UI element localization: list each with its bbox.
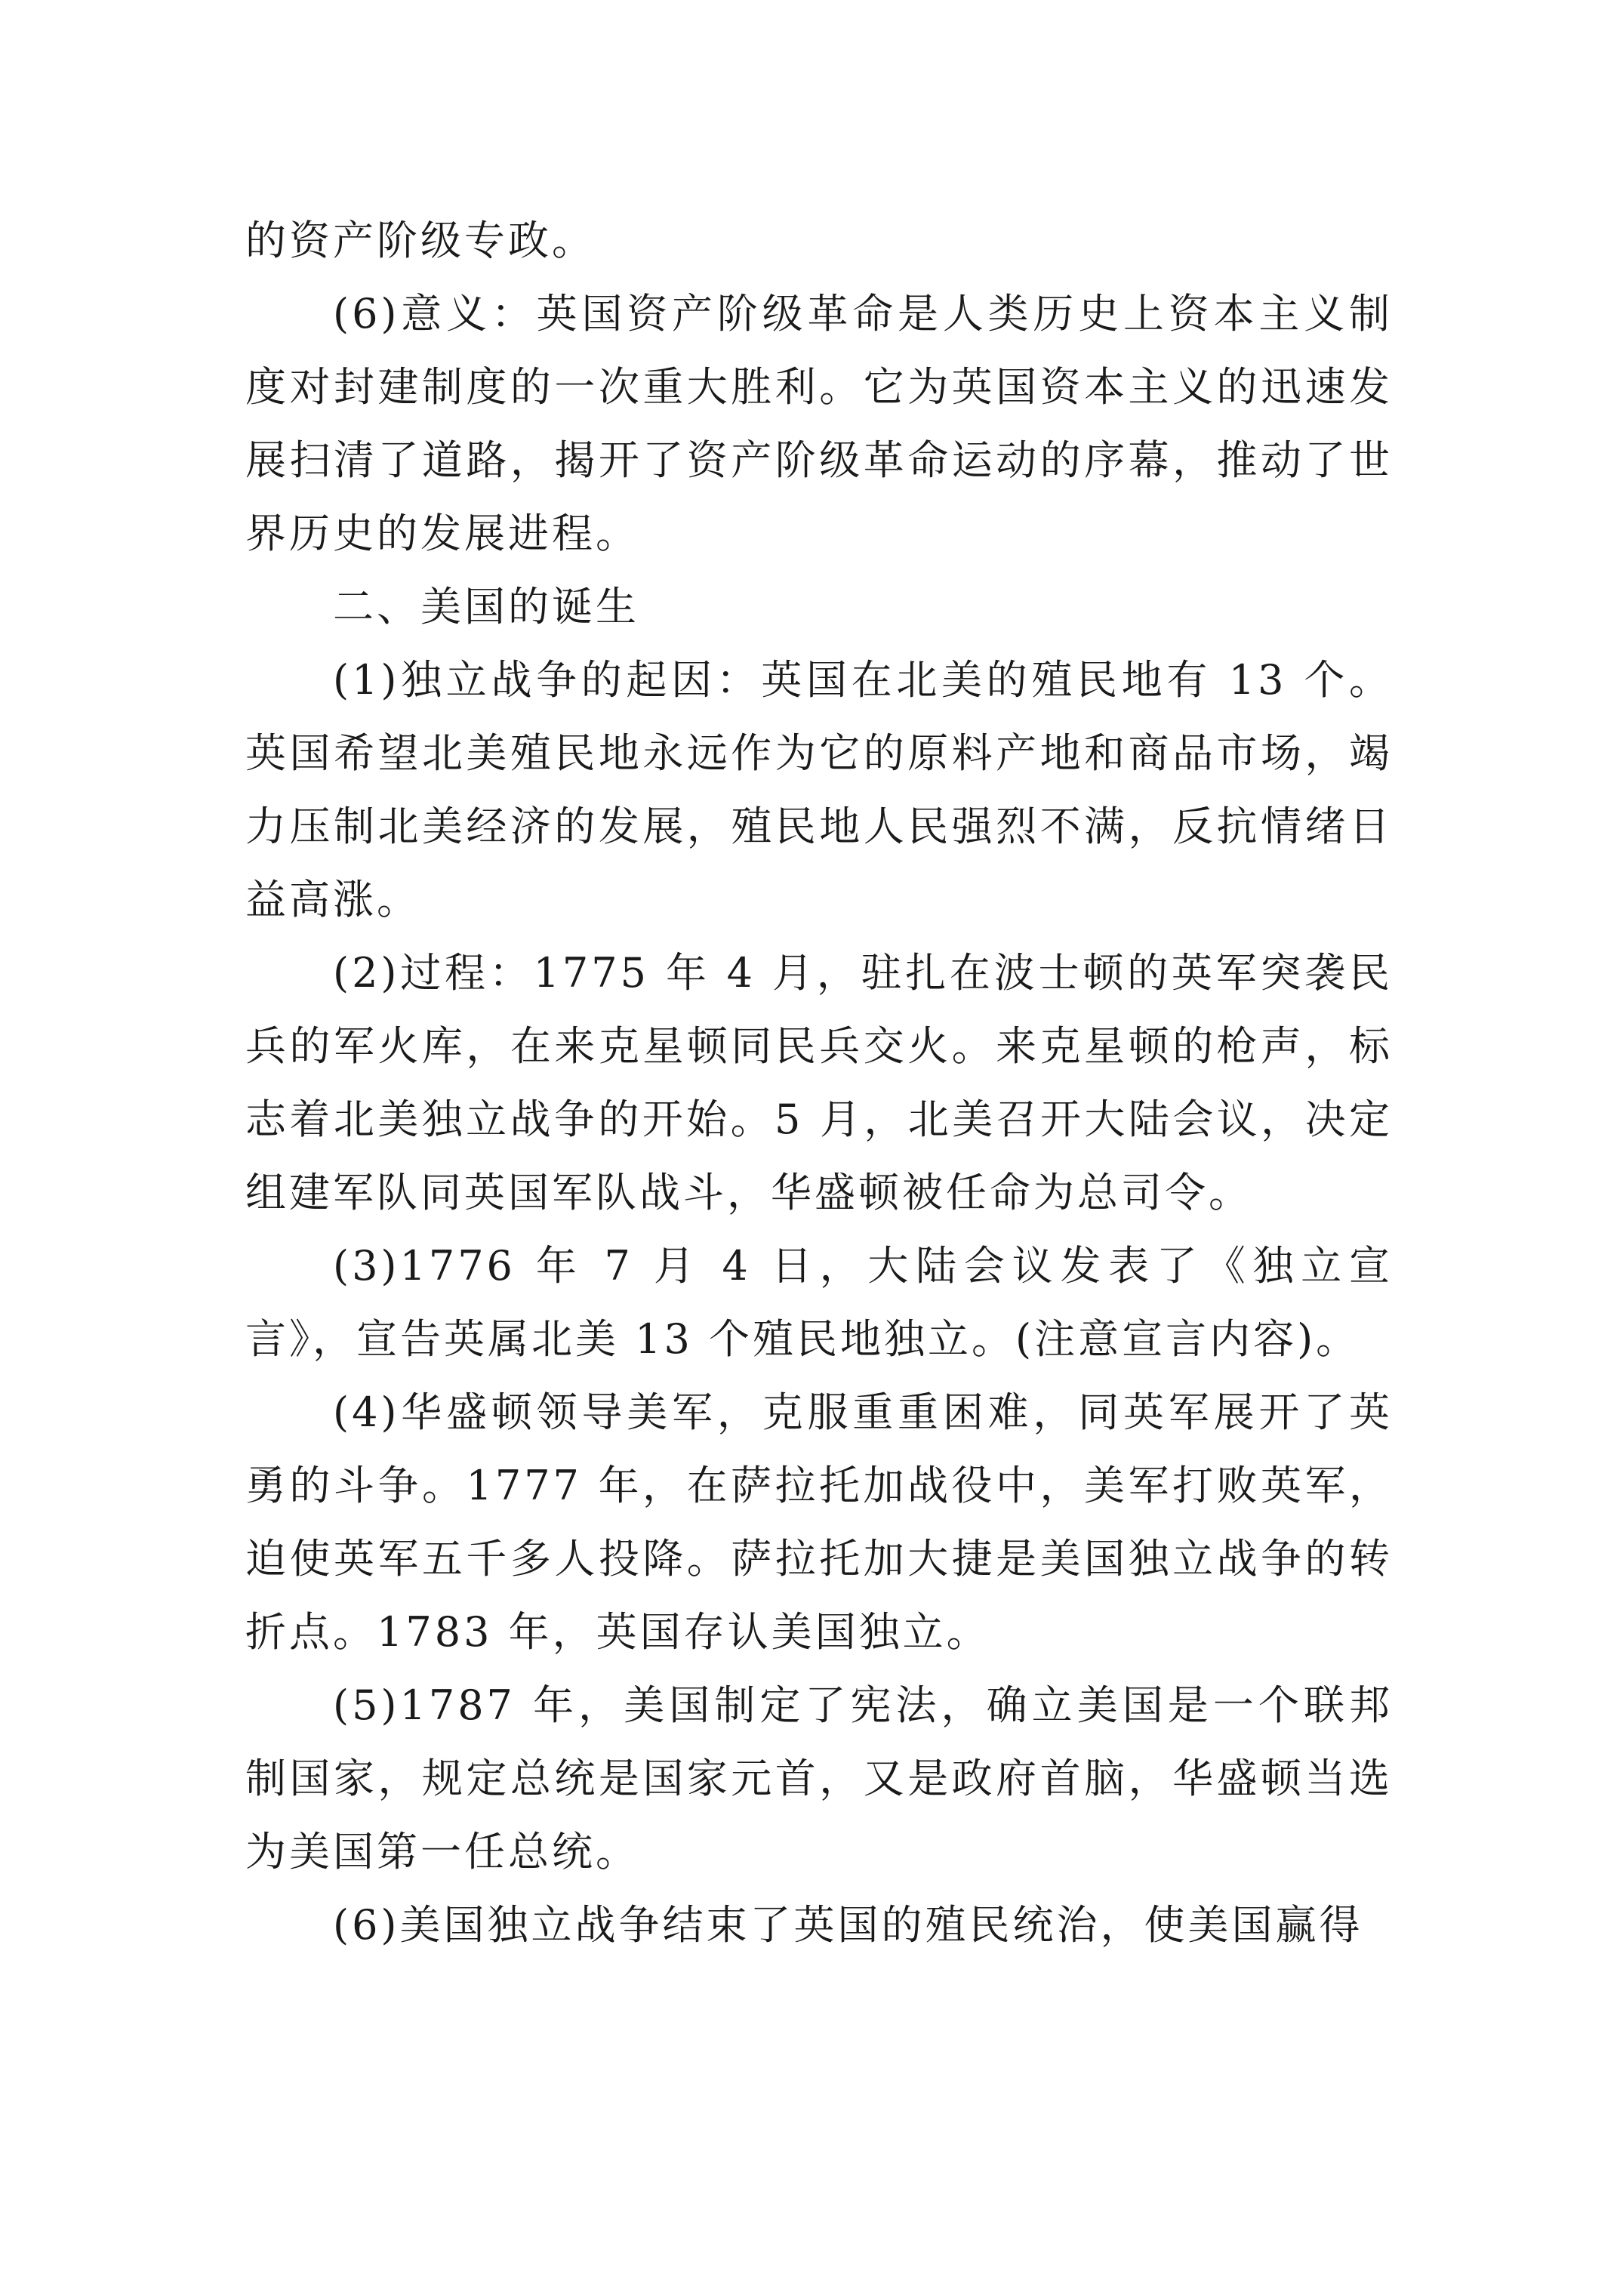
paragraph-continuation: 的资产阶级专政。	[245, 217, 596, 264]
section-heading-us-birth: 二、美国的诞生	[333, 583, 639, 630]
paragraph-war-process: (2)过程：1775 年 4 月，驻扎在波士顿的英军突袭民兵的军火库，在来克星顿同民兵交火。来克星顿的枪声，标志着北美独立战争的开始。5 月，北美召开大陆会议，决定组建军队同英国军队战斗，华盛顿被任命为总司令。	[245, 949, 1393, 1216]
paragraph-constitution: (5)1787 年，美国制定了宪法，确立美国是一个联邦制国家，规定总统是国家元首，又是政府首脑，华盛顿当选为美国第一任总统。	[245, 1681, 1393, 1875]
document-body	[245, 204, 1393, 1962]
paragraph-declaration: (3)1776 年 7 月 4 日，大陆会议发表了《独立宣言》，宣告英属北美 13 个殖民地独立。(注意宣言内容)。	[245, 1242, 1393, 1363]
paragraph-significance: (6)意义：英国资产阶级革命是人类历史上资本主义制度对封建制度的一次重大胜利。它为英国资本主义的迅速发展扫清了道路，揭开了资产阶级革命运动的序幕，推动了世界历史的发展进程。	[245, 290, 1393, 557]
paragraph-war-cause: (1)独立战争的起因：英国在北美的殖民地有 13 个。英国希望北美殖民地永远作为它的原料产地和商品市场，竭力压制北美经济的发展，殖民地人民强烈不满，反抗情绪日益高涨。	[245, 656, 1393, 923]
paragraph-war-result: (6)美国独立战争结束了英国的殖民统治，使美国赢得	[333, 1901, 1363, 1949]
paragraph-washington: (4)华盛顿领导美军，克服重重困难，同英军展开了英勇的斗争。1777 年，在萨拉托加战役中，美军打败英军，迫使英军五千多人投降。萨拉托加大捷是美国独立战争的转折点。1783 年，英国存认美国独立。	[245, 1388, 1393, 1656]
